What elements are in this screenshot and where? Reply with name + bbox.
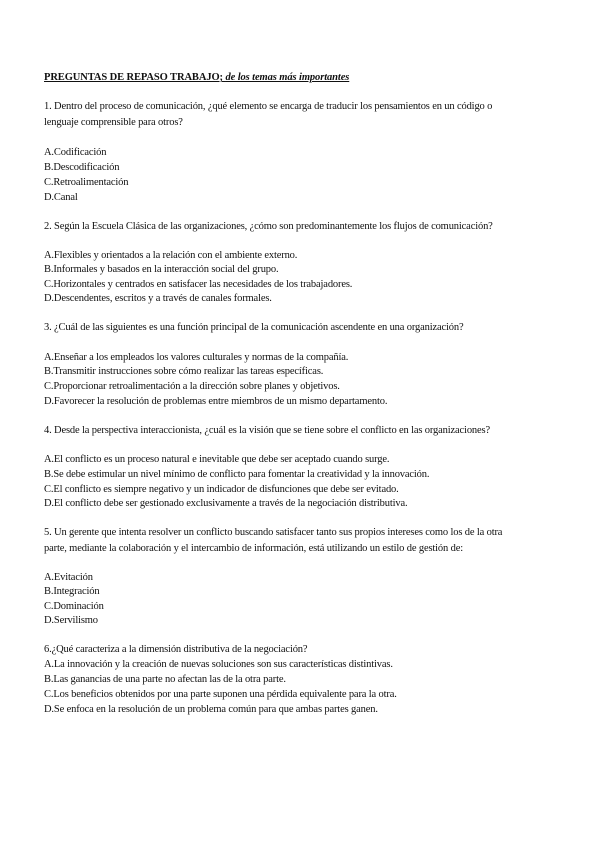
question-6-option-d: D.Se enfoca en la resolución de un problema común para que ambas partes ganen. xyxy=(44,704,378,715)
question-1-option-b: B.Descodificación xyxy=(44,162,120,173)
question-4-option-d: D.El conflicto debe ser gestionado exclusivamente a través de la negociación distributiva. xyxy=(44,498,408,509)
question-3-option-b: B.Transmitir instrucciones sobre cómo realizar las tareas específicas. xyxy=(44,366,324,377)
question-2-option-a: A.Flexibles y orientados a la relación con el ambiente externo. xyxy=(44,250,298,261)
question-1-stem-line-1: 1. Dentro del proceso de comunicación, ¿qué elemento se encarga de traducir los pensamientos en un código o xyxy=(44,101,493,112)
question-6-option-a: A.La innovación y la creación de nuevas soluciones son sus características distintivas. xyxy=(44,659,393,670)
question-6-option-c: C.Los beneficios obtenidos por una parte suponen una pérdida equivalente para la otra. xyxy=(44,689,397,700)
question-2-option-d: D.Descendentes, escritos y a través de canales formales. xyxy=(44,293,272,304)
question-5-option-b: B.Integración xyxy=(44,586,100,597)
question-1-option-d: D.Canal xyxy=(44,192,78,203)
question-3-option-c: C.Proporcionar retroalimentación a la dirección sobre planes y objetivos. xyxy=(44,381,340,392)
question-5-option-c: C.Dominación xyxy=(44,601,104,612)
question-3-option-d: D.Favorecer la resolución de problemas entre miembros de un mismo departamento. xyxy=(44,396,388,407)
question-5-stem-line-1: 5. Un gerente que intenta resolver un conflicto buscando satisfacer tanto sus propios intereses como los de la otra xyxy=(44,527,503,538)
title-main: PREGUNTAS DE REPASO TRABAJO xyxy=(44,72,220,83)
question-2-option-b: B.Informales y basados en la interacción social del grupo. xyxy=(44,264,279,275)
question-4-option-b: B.Se debe estimular un nivel mínimo de conflicto para fomentar la creatividad y la innovación. xyxy=(44,469,430,480)
question-1-stem-line-2: lenguaje comprensible para otros? xyxy=(44,117,183,128)
question-6-option-b: B.Las ganancias de una parte no afectan las de la otra parte. xyxy=(44,674,286,685)
question-5-option-a: A.Evitación xyxy=(44,572,93,583)
question-3-stem-line-1: 3. ¿Cuál de las siguientes es una función principal de la comunicación ascendente en una organización? xyxy=(44,322,464,333)
question-5-option-d: D.Servilismo xyxy=(44,615,98,626)
question-1-option-a: A.Codificación xyxy=(44,147,107,158)
title-subtitle: de los temas más importantes xyxy=(225,72,350,83)
question-5-stem-line-2: parte, mediante la colaboración y el intercambio de información, está utilizando un estilo de gestión de: xyxy=(44,543,463,554)
question-2-option-c: C.Horizontales y centrados en satisfacer las necesidades de los trabajadores. xyxy=(44,279,353,290)
question-4-option-a: A.El conflicto es un proceso natural e inevitable que debe ser aceptado cuando surge. xyxy=(44,454,390,465)
question-2-stem-line-1: 2. Según la Escuela Clásica de las organizaciones, ¿cómo son predominantemente los flujos de comunicación? xyxy=(44,221,493,232)
question-4-stem-line-1: 4. Desde la perspectiva interaccionista, ¿cuál es la visión que se tiene sobre el conflicto en las organizaciones? xyxy=(44,425,490,436)
question-6-stem-line-1: 6.¿Qué caracteriza a la dimensión distributiva de la negociación? xyxy=(44,644,308,655)
question-3-option-a: A.Enseñar a los empleados los valores culturales y normas de la compañía. xyxy=(44,352,349,363)
question-1-option-c: C.Retroalimentación xyxy=(44,177,129,188)
question-4-option-c: C.El conflicto es siempre negativo y un indicador de disfunciones que debe ser evitado. xyxy=(44,484,399,495)
title-separator: ; xyxy=(219,72,226,83)
document-title xyxy=(44,72,349,83)
